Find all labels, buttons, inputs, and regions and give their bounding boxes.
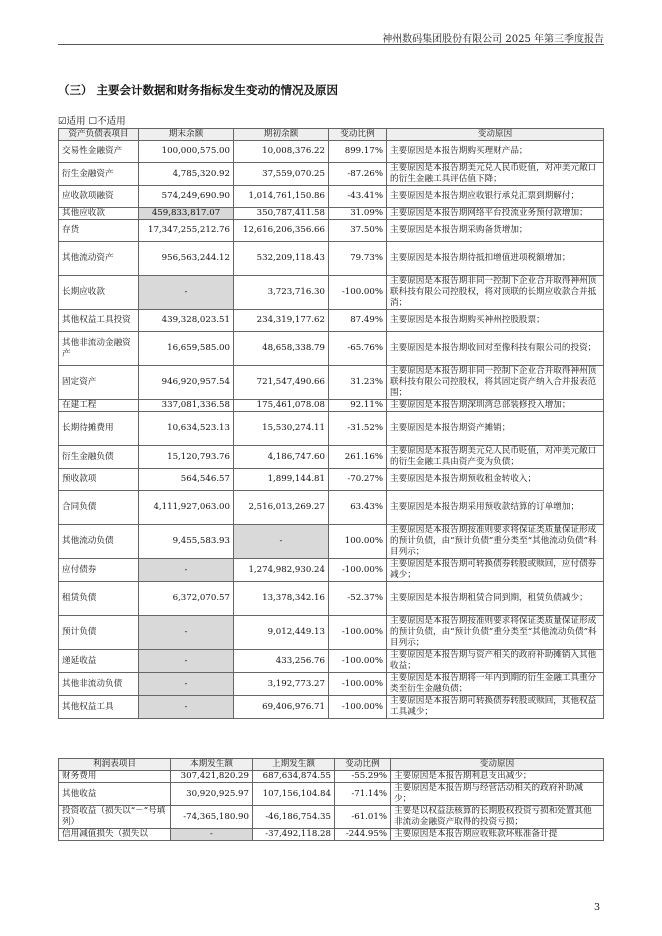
- change-ratio-cell: 92.11%: [329, 400, 387, 412]
- change-reason-cell: 主要原因是本报告期网络平台投流业务预付款增加；: [387, 208, 604, 220]
- change-ratio-cell: 79.73%: [329, 242, 387, 276]
- item-name-cell: 固定资产: [59, 366, 139, 400]
- change-ratio-cell: 87.49%: [329, 310, 387, 332]
- table-row: [59, 806, 604, 829]
- column-header: 变动原因: [387, 129, 604, 141]
- period-end-cell: -: [139, 559, 234, 582]
- period-begin-cell: 350,787,411.58: [234, 208, 329, 220]
- table-row: [59, 582, 604, 616]
- change-reason-cell: 主要原因是本报告期可转换债券转股或赎回，应付债券减少；: [387, 559, 604, 582]
- change-reason-cell: 主要原因是本报告期利息支出减少；: [391, 771, 604, 783]
- table-header-row: [59, 129, 604, 141]
- period-begin-cell: 687,634,874.55: [253, 771, 335, 783]
- change-reason-cell: 主要原因是本报告期深圳湾总部装修投入增加；: [387, 400, 604, 412]
- item-name-cell: 信用减值损失（损失以: [59, 829, 171, 841]
- change-ratio-cell: -100.00%: [329, 276, 387, 310]
- column-header: 变动原因: [391, 759, 604, 771]
- period-end-cell: 439,328,023.51: [139, 310, 234, 332]
- table-row: [59, 696, 604, 719]
- period-begin-cell: 721,547,490.66: [234, 366, 329, 400]
- section-title: （三） 主要会计数据和财务指标发生变动的情况及原因: [58, 83, 339, 97]
- change-reason-cell: 主要是以权益法核算的长期股权投资亏损和处置其他非流动金融资产取得的投资亏损；: [391, 806, 604, 829]
- change-ratio-cell: 31.23%: [329, 366, 387, 400]
- table-row: [59, 829, 604, 841]
- period-begin-cell: 10,008,376.22: [234, 141, 329, 163]
- change-ratio-cell: 899.17%: [329, 141, 387, 163]
- change-ratio-cell: 31.09%: [329, 208, 387, 220]
- period-begin-cell: 3,192,773.27: [234, 673, 329, 696]
- item-name-cell: 衍生金融资产: [59, 163, 139, 186]
- item-name-cell: 长期应收款: [59, 276, 139, 310]
- column-header: 变动比例: [335, 759, 391, 771]
- period-end-cell: 956,563,244.12: [139, 242, 234, 276]
- change-reason-cell: 主要原因是本报告期租赁合同到期，租赁负债减少；: [387, 582, 604, 616]
- period-end-cell: 100,000,575.00: [139, 141, 234, 163]
- period-begin-cell: -: [234, 525, 329, 559]
- item-name-cell: 合同负债: [59, 491, 139, 525]
- change-reason-cell: 主要原因是本报告期与经营活动相关的政府补助减少；: [391, 783, 604, 806]
- item-name-cell: 交易性金融资产: [59, 141, 139, 163]
- period-begin-cell: 9,012,449.13: [234, 616, 329, 650]
- column-header: 上期发生额: [253, 759, 335, 771]
- change-reason-cell: 主要原因是本报告期非同一控制下企业合并取得神州顶联科技有限公司控股权，将其固定资产纳入合并报表范围；: [387, 366, 604, 400]
- table-row: [59, 412, 604, 446]
- balance-sheet-changes-table: [58, 128, 604, 719]
- period-end-cell: -74,365,180.90: [171, 806, 253, 829]
- item-name-cell: 财务费用: [59, 771, 171, 783]
- period-begin-cell: 1,274,982,930.24: [234, 559, 329, 582]
- change-ratio-cell: -100.00%: [329, 650, 387, 673]
- change-ratio-cell: -61.01%: [335, 806, 391, 829]
- item-name-cell: 应付债券: [59, 559, 139, 582]
- item-name-cell: 在建工程: [59, 400, 139, 412]
- item-name-cell: 应收款项融资: [59, 186, 139, 208]
- change-ratio-cell: 261.16%: [329, 446, 387, 469]
- item-name-cell: 长期待摊费用: [59, 412, 139, 446]
- change-reason-cell: 主要原因是本报告期美元兑人民币贬值，对冲美元敞口的衍生金融工具评估值下降；: [387, 163, 604, 186]
- period-end-cell: 9,455,583.93: [139, 525, 234, 559]
- header-divider: [58, 44, 604, 45]
- period-begin-cell: 12,616,206,356.66: [234, 220, 329, 242]
- table-row: [59, 208, 604, 220]
- period-end-cell: 4,111,927,063.00: [139, 491, 234, 525]
- change-reason-cell: 主要原因是本报告期应收银行承兑汇票到期解付；: [387, 186, 604, 208]
- item-name-cell: 预计负债: [59, 616, 139, 650]
- change-ratio-cell: -52.37%: [329, 582, 387, 616]
- period-end-cell: 17,347,255,212.76: [139, 220, 234, 242]
- period-begin-cell: -37,492,118.28: [253, 829, 335, 841]
- period-begin-cell: 15,530,274.11: [234, 412, 329, 446]
- table-row: [59, 446, 604, 469]
- change-reason-cell: 主要原因是本报告期按准则要求将保证类质量保证形成的预计负债，由“预计负债”重分类至“其他流动负债”科目列示；: [387, 525, 604, 559]
- table-header-row: [59, 759, 604, 771]
- period-end-cell: 459,833,817.07: [139, 208, 234, 220]
- item-name-cell: 递延收益: [59, 650, 139, 673]
- period-end-cell: 10,634,523.13: [139, 412, 234, 446]
- income-statement-changes-table: [58, 758, 604, 841]
- period-end-cell: -: [139, 696, 234, 719]
- period-end-cell: -: [171, 829, 253, 841]
- period-begin-cell: 1,014,761,150.86: [234, 186, 329, 208]
- item-name-cell: 其他非流动负债: [59, 673, 139, 696]
- period-end-cell: 307,421,820.29: [171, 771, 253, 783]
- period-end-cell: -: [139, 276, 234, 310]
- change-ratio-cell: -87.26%: [329, 163, 387, 186]
- table-row: [59, 242, 604, 276]
- table-row: [59, 400, 604, 412]
- column-header: 变动比例: [329, 129, 387, 141]
- item-name-cell: 其他权益工具: [59, 696, 139, 719]
- page-number: 3: [593, 902, 600, 913]
- period-begin-cell: 107,156,104.84: [253, 783, 335, 806]
- column-header: 资产负债表项目: [59, 129, 139, 141]
- table-row: [59, 559, 604, 582]
- column-header: 本期发生额: [171, 759, 253, 771]
- change-ratio-cell: -71.14%: [335, 783, 391, 806]
- item-name-cell: 其他非流动金融资产: [59, 332, 139, 366]
- table-row: [59, 650, 604, 673]
- item-name-cell: 存货: [59, 220, 139, 242]
- table-row: [59, 783, 604, 806]
- period-end-cell: 4,785,320.92: [139, 163, 234, 186]
- change-reason-cell: 主要原因是本报告期美元兑人民币贬值，对冲美元敞口的衍生金融工具由资产变为负债；: [387, 446, 604, 469]
- period-end-cell: -: [139, 673, 234, 696]
- item-name-cell: 其他流动资产: [59, 242, 139, 276]
- period-end-cell: 574,249,690.90: [139, 186, 234, 208]
- column-header: 期末余额: [139, 129, 234, 141]
- change-reason-cell: 主要原因是本报告期应收账款坏账准备计提: [391, 829, 604, 841]
- change-reason-cell: 主要原因是本报告期按准则要求将保证类质量保证形成的预计负债，由“预计负债”重分类至“其他流动负债”科目列示；: [387, 616, 604, 650]
- period-begin-cell: 433,256.76: [234, 650, 329, 673]
- period-begin-cell: 13,378,342.16: [234, 582, 329, 616]
- table-row: [59, 220, 604, 242]
- change-ratio-cell: 37.50%: [329, 220, 387, 242]
- change-reason-cell: 主要原因是本报告期采购备货增加；: [387, 220, 604, 242]
- column-header: 利润表项目: [59, 759, 171, 771]
- period-begin-cell: 37,559,070.25: [234, 163, 329, 186]
- period-begin-cell: 69,406,976.71: [234, 696, 329, 719]
- period-begin-cell: 234,319,177.62: [234, 310, 329, 332]
- period-begin-cell: 4,186,747.60: [234, 446, 329, 469]
- period-begin-cell: 48,658,338.79: [234, 332, 329, 366]
- column-header: 期初余额: [234, 129, 329, 141]
- table-row: [59, 673, 604, 696]
- table-row: [59, 186, 604, 208]
- period-end-cell: 946,920,957.54: [139, 366, 234, 400]
- change-reason-cell: 主要原因是本报告期资产摊销；: [387, 412, 604, 446]
- change-ratio-cell: -100.00%: [329, 696, 387, 719]
- period-end-cell: 337,081,336.58: [139, 400, 234, 412]
- table-row: [59, 366, 604, 400]
- item-name-cell: 衍生金融负债: [59, 446, 139, 469]
- change-reason-cell: 主要原因是本报告期将一年内到期的衍生金融工具重分类至衍生金融负债；: [387, 673, 604, 696]
- period-end-cell: 15,120,793.76: [139, 446, 234, 469]
- period-end-cell: -: [139, 650, 234, 673]
- table-row: [59, 616, 604, 650]
- period-begin-cell: 1,899,144.81: [234, 469, 329, 491]
- period-begin-cell: -46,186,754.35: [253, 806, 335, 829]
- table-row: [59, 163, 604, 186]
- change-ratio-cell: -43.41%: [329, 186, 387, 208]
- change-ratio-cell: -100.00%: [329, 559, 387, 582]
- applicability-options: [58, 113, 126, 127]
- change-reason-cell: 主要原因是本报告期购买理财产品；: [387, 141, 604, 163]
- change-reason-cell: 主要原因是本报告期与资产相关的政府补助摊销入其他收益；: [387, 650, 604, 673]
- period-end-cell: 6,372,070.57: [139, 582, 234, 616]
- applicable-checkbox[interactable]: ☑适用: [58, 116, 86, 127]
- period-begin-cell: 532,209,118.43: [234, 242, 329, 276]
- table-row: [59, 276, 604, 310]
- item-name-cell: 预收款项: [59, 469, 139, 491]
- change-ratio-cell: 100.00%: [329, 525, 387, 559]
- table-row: [59, 469, 604, 491]
- period-end-cell: 16,659,585.00: [139, 332, 234, 366]
- report-header-title: 神州数码集团股份有限公司 2025 年第三季度报告: [382, 34, 604, 45]
- change-reason-cell: 主要原因是本报告期待抵扣增值进项税额增加；: [387, 242, 604, 276]
- item-name-cell: 其他收益: [59, 783, 171, 806]
- change-reason-cell: 主要原因是本报告期预收租金转收入；: [387, 469, 604, 491]
- change-ratio-cell: -70.27%: [329, 469, 387, 491]
- item-name-cell: 租赁负债: [59, 582, 139, 616]
- change-ratio-cell: -244.95%: [335, 829, 391, 841]
- item-name-cell: 其他应收款: [59, 208, 139, 220]
- change-ratio-cell: -100.00%: [329, 673, 387, 696]
- change-ratio-cell: 63.43%: [329, 491, 387, 525]
- change-reason-cell: 主要原因是本报告期非同一控制下企业合并取得神州顶联科技有限公司控股权，将对顶联的长期应收款合并抵消；: [387, 276, 604, 310]
- table-row: [59, 310, 604, 332]
- table-row: [59, 525, 604, 559]
- period-begin-cell: 175,461,078.08: [234, 400, 329, 412]
- period-end-cell: 564,546.57: [139, 469, 234, 491]
- change-reason-cell: 主要原因是本报告期采用预收款结算的订单增加；: [387, 491, 604, 525]
- table-row: [59, 771, 604, 783]
- period-end-cell: 30,920,925.97: [171, 783, 253, 806]
- period-end-cell: -: [139, 616, 234, 650]
- change-ratio-cell: -55.29%: [335, 771, 391, 783]
- change-ratio-cell: -65.76%: [329, 332, 387, 366]
- item-name-cell: 其他权益工具投资: [59, 310, 139, 332]
- table-row: [59, 141, 604, 163]
- change-ratio-cell: -100.00%: [329, 616, 387, 650]
- change-reason-cell: 主要原因是本报告期收回对至像科技有限公司的投资；: [387, 332, 604, 366]
- change-reason-cell: 主要原因是本报告期可转换债券转股或赎回，其他权益工具减少；: [387, 696, 604, 719]
- not-applicable-checkbox[interactable]: ☐不适用: [88, 116, 126, 127]
- table-row: [59, 491, 604, 525]
- item-name-cell: 其他流动负债: [59, 525, 139, 559]
- table-row: [59, 332, 604, 366]
- change-ratio-cell: -31.52%: [329, 412, 387, 446]
- change-reason-cell: 主要原因是本报告期购买神州控股股票；: [387, 310, 604, 332]
- period-begin-cell: 2,516,013,269.27: [234, 491, 329, 525]
- period-begin-cell: 3,723,716.30: [234, 276, 329, 310]
- item-name-cell: 投资收益（损失以“－”号填列）: [59, 806, 171, 829]
